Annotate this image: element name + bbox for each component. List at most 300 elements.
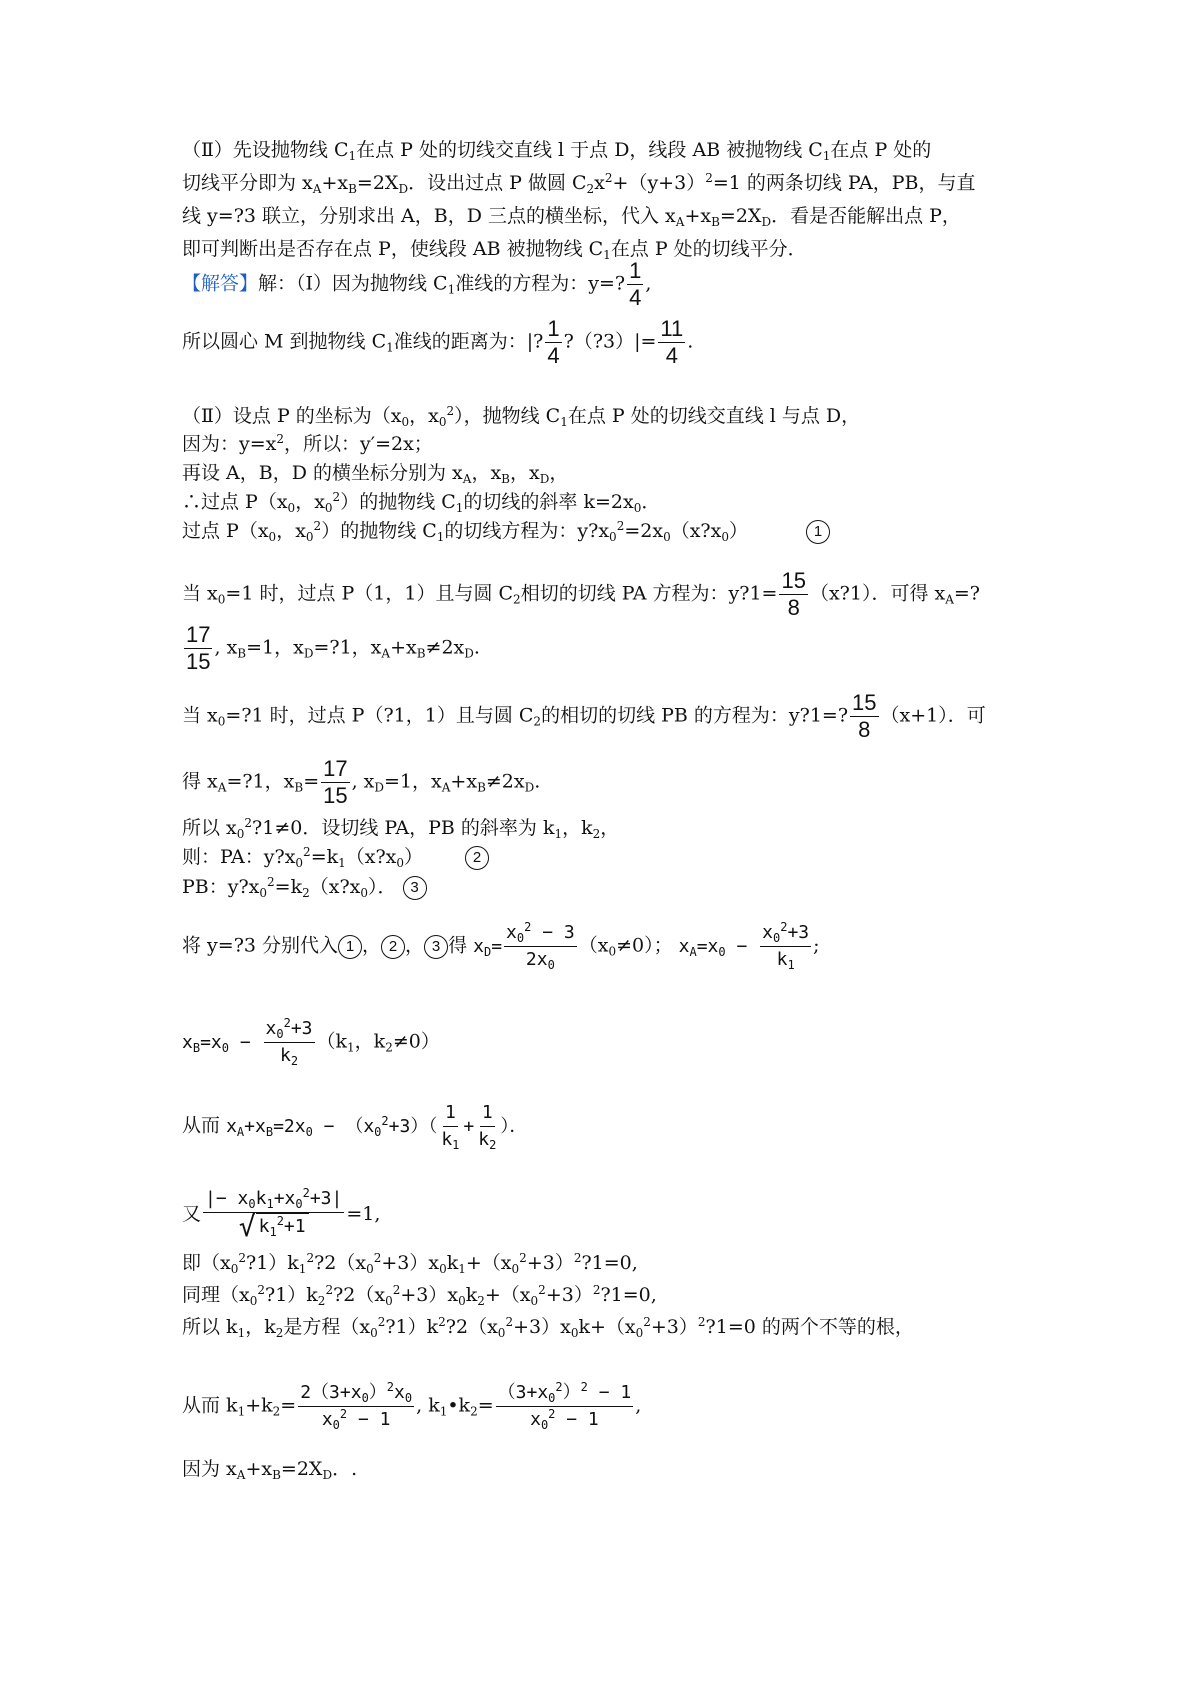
- denominator: 15: [323, 783, 348, 808]
- subscript: 0: [547, 958, 555, 972]
- subscript: 1: [269, 1225, 277, 1239]
- text: ）: [728, 520, 748, 542]
- subscript: 0: [276, 1027, 284, 1041]
- subscript: A: [945, 592, 954, 607]
- text: 在点 P 处的切线交直线 l 于点 D，线段 AB 被抛物线 C: [356, 139, 823, 161]
- subscript: 0: [221, 1040, 229, 1055]
- subscript: A: [675, 215, 685, 229]
- text: − 3: [531, 922, 575, 943]
- text: ）．: [368, 876, 397, 898]
- text: 得 x: [182, 770, 218, 793]
- subscript: 2: [470, 1404, 478, 1419]
- subscript: 1: [237, 1404, 246, 1419]
- text: ．: [641, 491, 661, 513]
- answer-label: 【解答】: [182, 272, 259, 295]
- text: 1）k: [395, 1316, 439, 1338]
- text: x: [248, 876, 260, 898]
- unknown-glyph: ?: [383, 704, 394, 727]
- superscript: 2: [339, 1407, 348, 1421]
- text: 因为 x: [182, 1458, 237, 1480]
- answer-line-14: [182, 874, 427, 900]
- text: 的切线的斜率 k=2x: [463, 491, 634, 513]
- text: ，x: [509, 462, 540, 484]
- subscript: 0: [548, 1391, 556, 1405]
- text: ．看是否能解出点 P，: [771, 205, 961, 227]
- unknown-glyph: ?: [592, 330, 603, 353]
- subscript: D: [322, 1468, 333, 1482]
- text: +3: [787, 922, 810, 943]
- superscript: 2: [332, 490, 341, 504]
- text: =1 时，过点 P（1，1）且与圆 C: [225, 582, 514, 605]
- superscript: 2: [373, 1251, 382, 1265]
- text: 2x: [525, 949, 548, 970]
- superscript: 2: [257, 1283, 265, 1297]
- subscript: 0: [370, 1326, 378, 1340]
- text: x: [594, 172, 605, 194]
- text: − 1: [587, 1382, 632, 1403]
- subscript: A: [312, 182, 322, 196]
- text: ），抛物线 C: [454, 405, 561, 427]
- subscript: 0: [332, 1418, 340, 1432]
- superscript: 2: [238, 1251, 246, 1265]
- sum-formula: $x_A+x_B=2x_0 - (x_0^2+3)$（ $\frac{1}{k_1}$ + $\frac{1}{k_2}$ ）．: [226, 1102, 528, 1152]
- text: ≠0）；: [616, 934, 673, 957]
- text: 切线平分即为 x: [182, 172, 313, 194]
- text: x: [710, 520, 722, 542]
- text: （Ⅱ）设点 P 的坐标为（x: [182, 405, 402, 427]
- text: （: [428, 1115, 438, 1137]
- subscript: A: [236, 1468, 246, 1482]
- unknown-glyph: ?: [600, 1284, 611, 1306]
- unknown-glyph: ?: [233, 934, 244, 957]
- text: ，k: [245, 1316, 276, 1338]
- text: +3）x: [381, 1252, 440, 1274]
- unknown-glyph: ?: [614, 272, 626, 295]
- subscript: D: [539, 472, 550, 486]
- subscript: 0: [324, 501, 333, 515]
- subscript: 0: [385, 1294, 393, 1308]
- text: 即可判断出是否存在点 P，使线段 AB 被抛物线 C: [182, 238, 604, 260]
- superscript: 2: [519, 1251, 527, 1265]
- superscript: 2: [325, 1283, 334, 1297]
- subscript: 1: [347, 1040, 355, 1055]
- text: =: [313, 636, 330, 659]
- subscript: 0: [721, 530, 729, 544]
- text: ,: [645, 272, 652, 295]
- subscript: 0: [530, 1294, 539, 1308]
- subscript: 1: [787, 958, 795, 972]
- subscript: 0: [635, 1326, 644, 1340]
- subscript: 0: [511, 1262, 520, 1276]
- subscript: 1: [237, 1326, 246, 1340]
- unknown-glyph: ?: [739, 582, 750, 605]
- subscript: 0: [268, 530, 277, 544]
- text: 1，x: [252, 770, 295, 793]
- superscript: 2: [697, 1315, 706, 1329]
- text: ，: [405, 934, 425, 957]
- text: =x: [200, 1031, 222, 1053]
- numerator: 17: [186, 622, 211, 647]
- numerator: [496, 1380, 634, 1407]
- text: =: [226, 770, 243, 793]
- subscript: 0: [404, 1391, 413, 1405]
- unknown-glyph: ?: [839, 582, 850, 605]
- answer-line-18: [182, 1186, 380, 1244]
- text: +1: [283, 1216, 306, 1237]
- text: +3）: [545, 1284, 593, 1306]
- text: , k: [416, 1394, 440, 1417]
- numerator: 1: [480, 1100, 495, 1127]
- numerator: 15: [781, 568, 806, 593]
- text: +3）: [526, 1252, 574, 1274]
- fraction: [545, 316, 561, 369]
- unknown-glyph: ?: [314, 1252, 325, 1274]
- unknown-glyph: ?: [375, 846, 386, 868]
- text: +x: [245, 1458, 273, 1480]
- text: k+（x: [578, 1316, 636, 1338]
- subscript: B: [477, 780, 486, 795]
- subscript: 0: [361, 1391, 369, 1405]
- text: ，k: [354, 1030, 386, 1053]
- superscript: 2: [438, 1315, 446, 1329]
- text: x: [678, 935, 690, 957]
- text: 又: [182, 1203, 202, 1225]
- superscript: 2: [302, 1186, 310, 1200]
- subscript: 1: [458, 1262, 466, 1276]
- text: k: [441, 1129, 453, 1150]
- text: +x: [273, 1188, 296, 1209]
- subscript: 1: [298, 1262, 307, 1276]
- unknown-glyph: ?: [333, 1284, 344, 1306]
- text: 解：（Ⅰ）因为抛物线 C: [258, 272, 448, 295]
- subscript: 0: [439, 1262, 447, 1276]
- subscript: 0: [570, 1326, 579, 1340]
- text: ．: [509, 1115, 528, 1137]
- subscript: D: [303, 646, 314, 661]
- circled-number-3: 3: [424, 935, 448, 959]
- fraction: [779, 568, 807, 621]
- numerator: [504, 920, 577, 947]
- subscript: 0: [497, 1326, 506, 1340]
- text: +3）: [388, 1115, 429, 1137]
- text: x: [226, 1115, 237, 1137]
- subscript: 2: [592, 827, 601, 841]
- text: PB：y: [182, 876, 239, 898]
- answer-line-22: [182, 1380, 641, 1433]
- text: （Ⅱ）先设抛物线 C: [182, 139, 349, 161]
- text: 1，x: [339, 636, 382, 659]
- text: ）: [404, 846, 424, 868]
- subscript: 0: [608, 944, 617, 959]
- superscript: 2: [616, 519, 625, 533]
- fraction: [627, 258, 643, 311]
- text: +（x: [484, 1284, 531, 1306]
- text: +3）x: [513, 1316, 571, 1338]
- superscript: 2: [505, 1315, 514, 1329]
- subscript: D: [464, 646, 474, 661]
- analysis-line-3: [182, 203, 961, 229]
- subscript: A: [441, 780, 451, 795]
- superscript: 2: [548, 1407, 556, 1421]
- numerator: [298, 1380, 414, 1407]
- text: ，: [600, 817, 620, 839]
- subscript: 0: [401, 415, 410, 429]
- superscript: 2: [538, 1283, 546, 1297]
- subscript: 0: [287, 501, 296, 515]
- subscript: 2: [513, 592, 521, 607]
- unknown-glyph: ?: [339, 876, 350, 898]
- subscript: B: [237, 646, 247, 661]
- numerator: 17: [323, 756, 348, 781]
- text: 1=: [749, 582, 778, 605]
- superscript: 2: [446, 404, 455, 418]
- unknown-glyph: ?: [533, 330, 544, 353]
- unknown-glyph: ?: [563, 330, 574, 353]
- unknown-glyph: ?: [329, 636, 340, 659]
- text: （x: [578, 934, 609, 957]
- denominator: 4: [665, 343, 678, 368]
- text: =: [491, 935, 503, 957]
- text: 准线的方程为：y=: [455, 272, 615, 295]
- superscript: 2: [592, 1283, 601, 1297]
- text: 3 联立，分别求出 A，B，D 三点的横坐标，代入 x: [243, 205, 676, 227]
- text: x: [394, 1382, 405, 1403]
- text: 所以圆心 M 到抛物线 C: [182, 330, 387, 353]
- superscript: 2: [381, 1113, 389, 1128]
- unknown-glyph: ?: [705, 1316, 716, 1338]
- text: ，x: [295, 491, 325, 513]
- text: 2（x: [455, 1316, 498, 1338]
- subscript: 1: [266, 1197, 274, 1211]
- text: 1≠0．设切线 PA，PB 的斜率为 k: [262, 817, 555, 839]
- text: （x+1）．可: [880, 704, 986, 727]
- subscript: 0: [633, 501, 642, 515]
- subscript: A: [236, 1124, 245, 1139]
- subscript: 0: [305, 530, 314, 544]
- text: |− x: [205, 1188, 249, 1209]
- text: =: [477, 1394, 494, 1417]
- unknown-glyph: ?: [445, 1316, 456, 1338]
- text: ，x: [409, 405, 439, 427]
- text: 因为：y=x: [182, 433, 277, 455]
- denominator: 8: [858, 717, 871, 742]
- unknown-glyph: ?: [233, 205, 244, 227]
- subscript: 1: [348, 149, 357, 163]
- text: ）的抛物线 C: [321, 520, 437, 542]
- text: （k: [316, 1030, 348, 1053]
- answer-line-2: [182, 316, 693, 369]
- text: k: [465, 1284, 478, 1306]
- text: 得: [448, 934, 468, 957]
- text: 当 x: [182, 582, 218, 605]
- text: =1，x: [246, 636, 304, 659]
- subscript: 0: [259, 886, 268, 900]
- fraction: [264, 1016, 315, 1069]
- text: （: [573, 330, 593, 353]
- subscript: 2: [290, 1054, 299, 1068]
- text: x: [385, 846, 397, 868]
- numerator: 11: [660, 316, 684, 341]
- unknown-glyph: ?: [265, 1284, 276, 1306]
- subscript: 0: [458, 1294, 466, 1308]
- text: x: [284, 846, 296, 868]
- subscript: 1: [452, 1138, 460, 1152]
- subscript: 0: [663, 530, 671, 544]
- superscript: 2: [555, 1380, 563, 1394]
- text: ，x: [276, 520, 306, 542]
- denominator: [439, 1127, 461, 1153]
- radicand: [256, 1213, 309, 1240]
- fraction: [760, 920, 811, 973]
- text: 2（x: [324, 1252, 367, 1274]
- subscript: 1: [338, 856, 346, 870]
- subscript: 0: [366, 1262, 374, 1276]
- text: k: [478, 1129, 490, 1150]
- superscript: 2: [306, 1251, 315, 1265]
- denominator: [476, 1127, 498, 1153]
- text: x: [182, 1031, 193, 1053]
- circled-number-2: 2: [381, 935, 405, 959]
- subscript: 2: [275, 1326, 284, 1340]
- text: 3 分别代入: [243, 934, 339, 957]
- answer-line-7: [182, 518, 830, 544]
- text: 的相切的切线 PB 的方程为：y: [541, 704, 800, 727]
- superscript: 2: [283, 1016, 291, 1030]
- answer-line-15: [182, 920, 820, 973]
- text: 1=: [809, 704, 838, 727]
- subscript: 2: [272, 1404, 281, 1419]
- text: （3+x: [497, 1382, 549, 1403]
- text: , x: [351, 770, 375, 793]
- circled-number-3: 3: [403, 876, 427, 900]
- unknown-glyph: ?: [799, 704, 810, 727]
- text: 即（x: [182, 1252, 231, 1274]
- unknown-glyph: ?: [246, 1252, 257, 1274]
- text: =1，x: [384, 770, 442, 793]
- subscript: 2: [477, 1294, 485, 1308]
- subscript: 0: [217, 592, 226, 607]
- text: 的切线方程为：y: [444, 520, 589, 542]
- superscript: 2: [780, 920, 788, 934]
- subscript: 0: [248, 1197, 256, 1211]
- text: x: [598, 520, 610, 542]
- text: ，x: [471, 462, 502, 484]
- text: ）: [500, 1115, 510, 1137]
- text: 相切的切线 PA 方程为：y: [520, 582, 740, 605]
- answer-line-4: [182, 431, 433, 457]
- text: =2X: [719, 205, 762, 227]
- fraction: [439, 1100, 461, 1153]
- text: =1,: [346, 1203, 381, 1225]
- fraction: [496, 1380, 634, 1433]
- superscript: 2: [386, 1380, 395, 1394]
- subscript: 0: [249, 1294, 258, 1308]
- denominator: 8: [787, 595, 800, 620]
- text: 线 y=: [182, 205, 234, 227]
- xA-formula: [678, 920, 814, 972]
- radical-icon: √: [238, 1210, 256, 1243]
- denominator: [237, 1210, 311, 1244]
- answer-line-6: [182, 489, 660, 515]
- text: 同理（x: [182, 1284, 250, 1306]
- text: 在点 P 处的切线平分．: [610, 238, 807, 260]
- text: 1=0,: [610, 1284, 657, 1306]
- subscript: B: [711, 215, 720, 229]
- text: ．设出过点 P 做圆 C: [408, 172, 587, 194]
- text: +x: [321, 172, 349, 194]
- subscript: 0: [718, 944, 726, 959]
- subscript: 0: [236, 827, 245, 841]
- superscript: 2: [244, 816, 253, 830]
- text: ，: [362, 934, 382, 957]
- superscript: 2: [580, 1380, 588, 1394]
- text: ≠0）: [392, 1030, 440, 1053]
- text: ，k: [562, 817, 593, 839]
- numerator: 1: [547, 316, 560, 341]
- subscript: B: [348, 182, 357, 196]
- unknown-glyph: ?: [837, 704, 849, 727]
- unknown-glyph: ?: [238, 876, 249, 898]
- text: 所以 k: [182, 1316, 238, 1338]
- text: 1，1）且与圆 C: [393, 704, 534, 727]
- subscript: A: [217, 780, 227, 795]
- answer-line-12: [182, 815, 619, 841]
- text: .: [473, 636, 480, 659]
- subscript: B: [416, 646, 426, 661]
- text: =x: [696, 935, 719, 957]
- fraction: [184, 622, 212, 675]
- text: .: [534, 770, 541, 793]
- subscript: 0: [773, 931, 781, 945]
- subscript: B: [294, 780, 304, 795]
- text: +x: [684, 205, 712, 227]
- subscript: 1: [439, 1404, 448, 1419]
- text: k: [255, 1188, 267, 1209]
- text: k: [446, 1252, 459, 1274]
- unknown-glyph: ?: [385, 1316, 396, 1338]
- answer-line-21: [182, 1314, 914, 1340]
- text: 则：PA：y: [182, 846, 275, 868]
- text: x: [321, 1409, 333, 1430]
- text: =: [303, 770, 320, 793]
- numerator: 15: [852, 690, 877, 715]
- text: 是方程（x: [283, 1316, 371, 1338]
- subscript: 2: [302, 886, 310, 900]
- text: （x: [809, 582, 840, 605]
- subscript: 1: [436, 530, 445, 544]
- text: x: [506, 922, 517, 943]
- subscript: D: [483, 944, 492, 959]
- subscript: 0: [217, 714, 226, 729]
- superscript: 2: [276, 432, 285, 446]
- sqrt: [238, 1210, 309, 1243]
- text: ≠2x: [425, 636, 465, 659]
- denominator: [320, 1407, 393, 1433]
- superscript: 2: [276, 1214, 284, 1228]
- text: 3）|=: [603, 330, 657, 353]
- answer-line-20: [182, 1282, 657, 1308]
- text: ．.: [332, 1458, 358, 1480]
- analysis-line-2: [182, 170, 975, 196]
- text: =: [280, 1394, 297, 1417]
- unknown-glyph: ?: [242, 770, 253, 793]
- text: =2X: [280, 1458, 323, 1480]
- circled-number-1: 1: [338, 935, 362, 959]
- superscript: 2: [705, 171, 713, 185]
- superscript: 2: [604, 171, 613, 185]
- text: 1 时，过点 P（: [251, 704, 384, 727]
- text: =k: [274, 876, 303, 898]
